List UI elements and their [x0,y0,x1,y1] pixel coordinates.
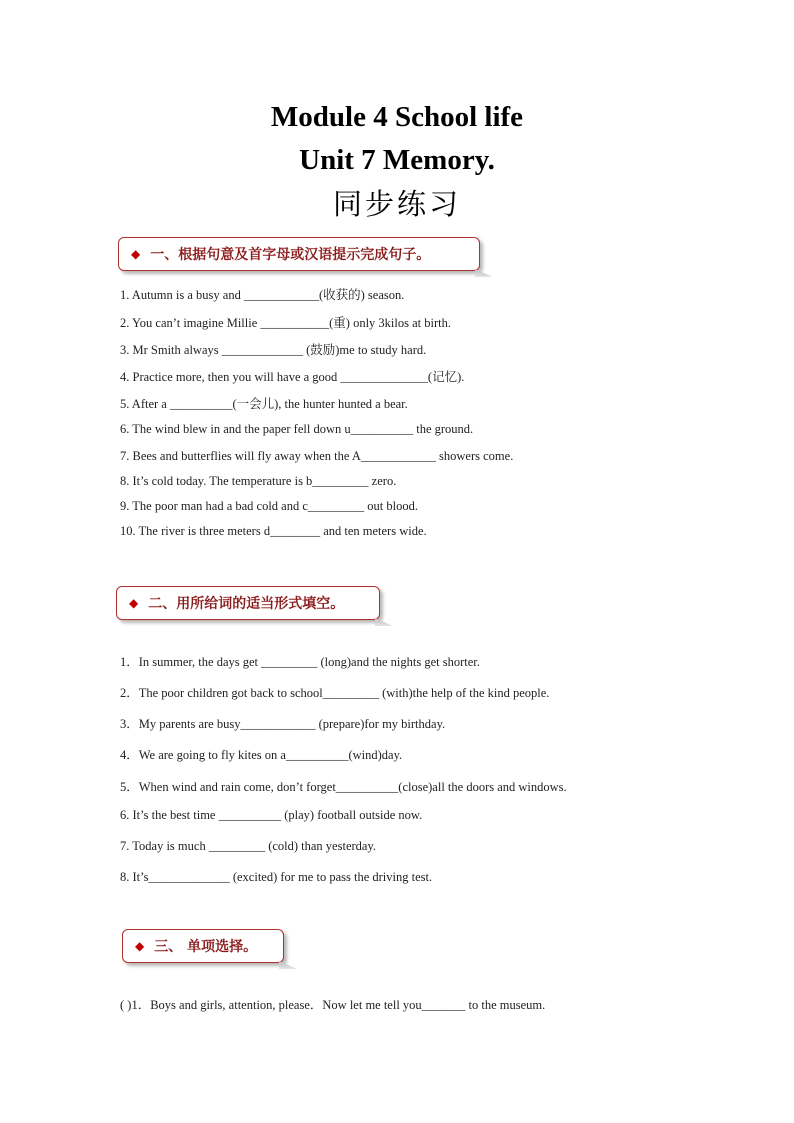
question-item: 10. The river is three meters d________ and ten meters wide. [120,524,427,538]
question-item: 5. After a __________(一会儿), the hunter hunted a bear. [120,397,408,411]
title-block [0,96,794,226]
question-item: 5．When wind and rain come, don’t forget__________(close)all the doors and windows. [120,780,567,794]
question-item: 7. Bees and butterflies will fly away when the A____________ showers come. [120,449,514,463]
question-item: 2. You can’t imagine Millie ___________(重) only 3kilos at birth. [120,316,451,330]
question-item: 3. Mr Smith always _____________ (鼓励)me to study hard. [120,343,427,357]
question-item: 7. Today is much _________ (cold) than yesterday. [120,839,377,853]
question-item: 6. The wind blew in and the paper fell down u__________ the ground. [120,422,474,436]
heading-tail-shadow [475,269,493,277]
unit-title: Unit 7 Memory. [299,144,495,176]
question-item: 4. Practice more, then you will have a good ______________(记忆). [120,370,465,384]
question-item: 8. It’s_____________ (excited) for me to pass the driving test. [120,870,433,884]
section-3-heading [122,929,284,963]
section-1-heading [118,237,480,271]
question-item: 8. It’s cold today. The temperature is b_________ zero. [120,474,397,488]
diamond-icon: ◆ [129,596,139,610]
module-title: Module 4 School life [270,101,524,133]
section-2-heading-text: 二、用所给词的适当形式填空。 [148,596,345,612]
section-2-heading [116,586,380,620]
question-item: 2．The poor children got back to school_________ (with)the help of the kind people. [120,686,550,700]
question-item: 9. The poor man had a bad cold and c_________ out blood. [120,499,418,513]
question-item: ( )1．Boys and girls, attention, please．Now let me tell you_______ to the museum. [120,998,546,1012]
heading-tail-shadow [279,961,297,969]
section-1-heading-text: 一、根据句意及首字母或汉语提示完成句子。 [150,247,431,263]
section-3-heading-text: 三、 单项选择。 [154,939,258,955]
question-item: 4．We are going to fly kites on a__________(wind)day. [120,748,403,762]
question-item: 6. It’s the best time __________ (play) football outside now. [120,808,423,822]
question-item: 1．In summer, the days get _________ (long)and the nights get shorter. [120,655,480,669]
question-item: 3．My parents are busy____________ (prepare)for my birthday. [120,717,446,731]
practice-title: 同步练习 [332,187,461,221]
question-item: 1. Autumn is a busy and ____________(收获的) season. [120,288,405,302]
diamond-icon: ◆ [131,247,141,261]
diamond-icon: ◆ [135,939,145,953]
heading-tail-shadow [375,618,393,626]
